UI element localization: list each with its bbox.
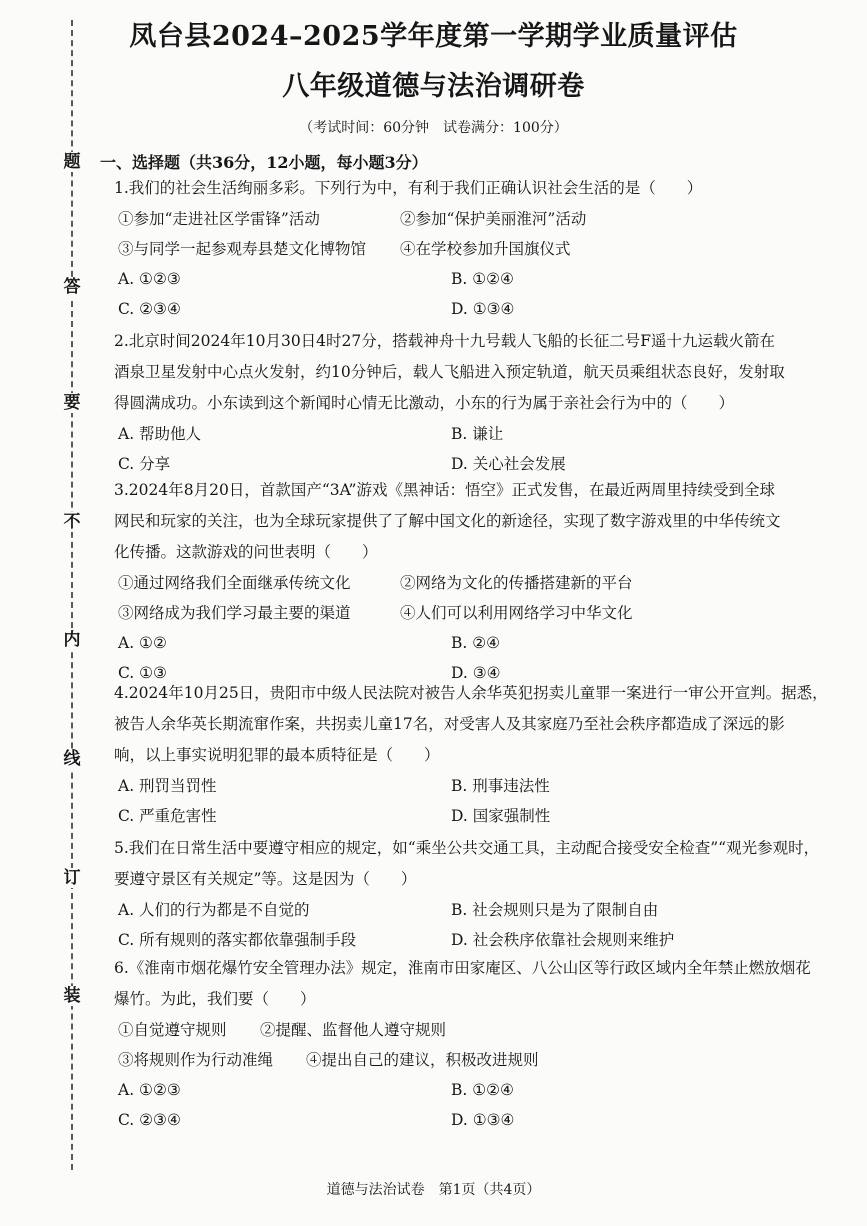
- binding-char: 不: [63, 512, 81, 532]
- exam-title: 凤台县2024–2025学年度第一学期学业质量评估: [129, 21, 738, 52]
- choice-row: [114, 568, 814, 598]
- choice-item: ②网络为文化的传播搭建新的平台: [400, 574, 633, 592]
- question-stem: 6.《淮南市烟花爆竹安全管理办法》规定，淮南市田家庵区、八公山区等行政区域内全年禁止燃放烟花: [114, 959, 811, 977]
- binding-char: 订: [63, 868, 81, 888]
- option-a: A. ①②③: [118, 1081, 181, 1099]
- question-stem: 爆竹。为此，我们要（ ）: [114, 990, 316, 1008]
- section-heading: 一、选择题（共36分，12小题，每小题3分）: [100, 153, 428, 172]
- option-d: D. 社会秩序依靠社会规则来维护: [451, 931, 675, 949]
- option-c: C. 严重危害性: [118, 807, 217, 825]
- choice-row: [114, 204, 814, 234]
- option-d: D. 关心社会发展: [451, 455, 566, 473]
- option-row: [114, 1105, 814, 1135]
- question-stem: 网民和玩家的关注，也为全球玩家提供了了解中国文化的新途径，实现了数字游戏里的中华传统文: [114, 512, 781, 530]
- page-footer: 道德与法治试卷 第1页（共4页）: [326, 1182, 541, 1198]
- option-c: C. 分享: [118, 455, 171, 473]
- option-b: B. ②④: [451, 634, 501, 652]
- binding-char: 线: [63, 749, 81, 769]
- option-row: [114, 419, 814, 449]
- choice-item: ①参加“走进社区学雷锋”活动: [118, 210, 320, 228]
- choice-item: ④人们可以利用网络学习中华文化: [400, 604, 633, 622]
- option-b: B. ①②④: [451, 1081, 514, 1099]
- question-stem: 4.2024年10月25日，贵阳市中级人民法院对被告人余华英犯拐卖儿童罪一案进行一审公开宣判。据悉，: [114, 684, 828, 702]
- question-stem: 被告人余华英长期流窜作案，共拐卖儿童17名，对受害人及其家庭乃至社会秩序都造成了深远的影: [114, 715, 785, 733]
- question-stem: 2.北京时间2024年10月30日4时27分，搭载神舟十九号载人飞船的长征二号F遥十九运载火箭在: [114, 332, 776, 350]
- binding-char: 内: [63, 630, 81, 650]
- binding-char: 要: [63, 393, 81, 413]
- option-d: D. ①③④: [451, 1111, 515, 1129]
- option-c: C. ①③: [118, 664, 167, 682]
- option-a: A. ①②: [118, 634, 167, 652]
- option-b: B. 谦让: [451, 425, 504, 443]
- choice-row: [114, 1045, 814, 1075]
- option-b: B. 社会规则只是为了限制自由: [451, 901, 659, 919]
- option-row: [114, 801, 814, 831]
- option-a: A. 人们的行为都是不自觉的: [118, 901, 310, 919]
- option-row: [114, 628, 814, 658]
- choice-item: ②参加“保护美丽淮河”活动: [400, 210, 587, 228]
- option-b: B. ①②④: [451, 270, 514, 288]
- question-2: [114, 326, 814, 479]
- question-4: [114, 678, 828, 831]
- question-6: [114, 953, 814, 1135]
- question-stem: 3.2024年8月20日，首款国产“3A”游戏《黑神话：悟空》正式发售，在最近两周里持续受到全球: [114, 481, 775, 499]
- binding-char: 题: [63, 152, 81, 172]
- binding-char: 装: [63, 986, 81, 1006]
- question-stem: 要遵守景区有关规定”等。这是因为（ ）: [114, 870, 417, 888]
- option-c: C. ②③④: [118, 300, 181, 318]
- option-b: B. 刑事违法性: [451, 777, 550, 795]
- option-row: [114, 925, 814, 955]
- choice-row: [114, 234, 814, 264]
- choice-item: ②提醒、监督他人遵守规则: [260, 1021, 447, 1039]
- choice-row: [114, 1015, 814, 1045]
- choice-item: ③与同学一起参观寿县楚文化博物馆: [118, 240, 367, 258]
- question-stem: 化传播。这款游戏的问世表明（ ）: [114, 543, 378, 561]
- question-5: [114, 833, 820, 955]
- question-stem: 得圆满成功。小东读到这个新闻时心情无比激动，小东的行为属于亲社会行为中的（ ）: [114, 394, 735, 412]
- choice-item: ③网络成为我们学习最主要的渠道: [118, 604, 351, 622]
- question-stem: 5.我们在日常生活中要遵守相应的规定，如“乘坐公共交通工具，主动配合接受安全检查”“观光参观时，: [114, 839, 820, 857]
- option-a: A. 帮助他人: [118, 425, 202, 443]
- choice-item: ③将规则作为行动准绳: [118, 1051, 274, 1069]
- question-3: [114, 475, 814, 688]
- choice-item: ④提出自己的建议，积极改进规则: [306, 1051, 539, 1069]
- option-c: C. 所有规则的落实都依靠强制手段: [118, 931, 357, 949]
- option-row: [114, 771, 814, 801]
- option-row: [114, 294, 814, 324]
- choice-row: [114, 598, 814, 628]
- option-d: D. 国家强制性: [451, 807, 551, 825]
- exam-subtitle: 八年级道德与法治调研卷: [282, 71, 585, 102]
- option-d: D. ①③④: [451, 300, 515, 318]
- question-stem: 酒泉卫星发射中心点火发射，约10分钟后，载人飞船进入预定轨道，航天员乘组状态良好，发射取: [114, 363, 785, 381]
- question-stem: 响，以上事实说明犯罪的最本质特征是（ ）: [114, 746, 440, 764]
- binding-char: 答: [63, 277, 81, 297]
- option-row: [114, 1075, 814, 1105]
- option-a: A. 刑罚当罚性: [118, 777, 217, 795]
- option-row: [114, 264, 814, 294]
- option-d: D. ③④: [451, 664, 501, 682]
- question-1: [114, 173, 814, 324]
- question-stem: 1.我们的社会生活绚丽多彩。下列行为中，有利于我们正确认识社会生活的是（ ）: [114, 179, 703, 197]
- option-row: [114, 895, 814, 925]
- exam-info: （考试时间：60分钟 试卷满分：100分）: [299, 120, 568, 136]
- choice-item: ④在学校参加升国旗仪式: [400, 240, 571, 258]
- choice-item: ①自觉遵守规则: [118, 1021, 227, 1039]
- option-c: C. ②③④: [118, 1111, 181, 1129]
- option-a: A. ①②③: [118, 270, 181, 288]
- choice-item: ①通过网络我们全面继承传统文化: [118, 574, 351, 592]
